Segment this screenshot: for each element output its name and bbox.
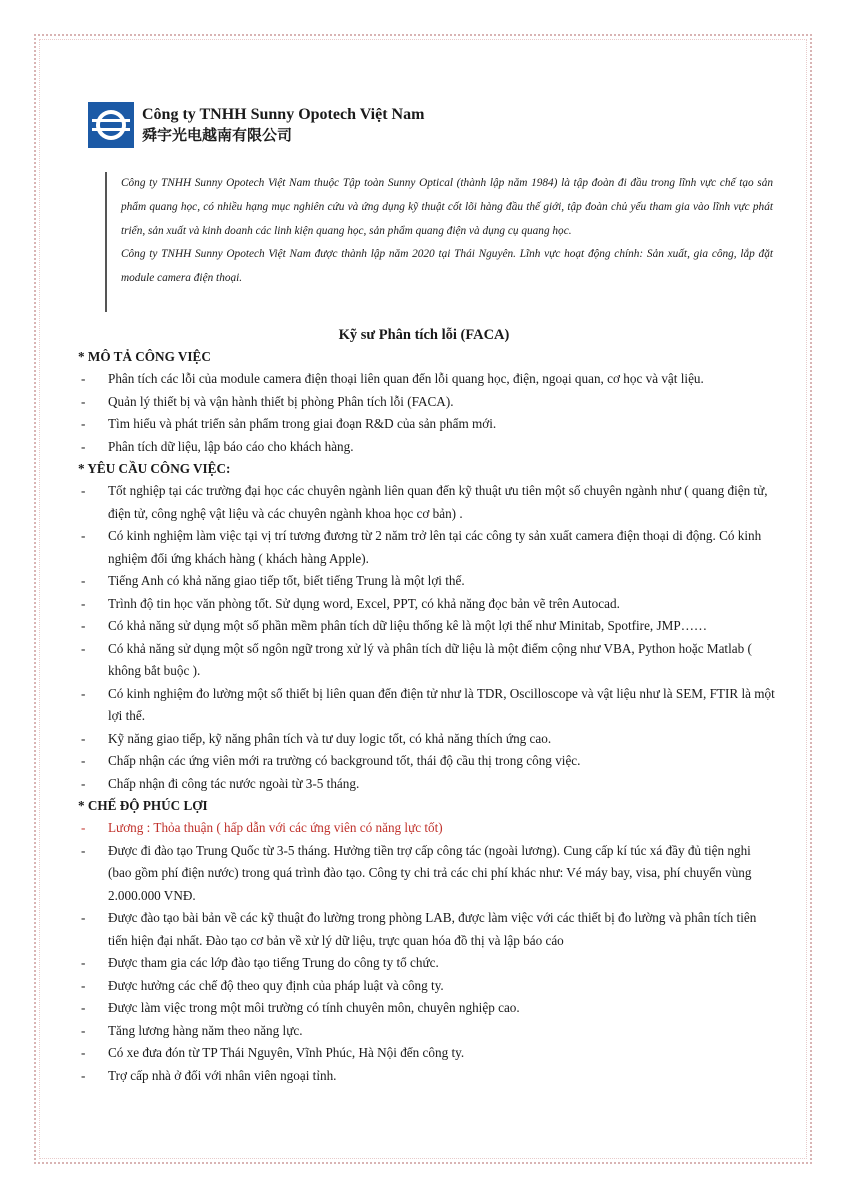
- list-item: - Được làm việc trong một môi trường có tính chuyên môn, chuyên nghiệp cao.: [78, 997, 775, 1020]
- list-item: - Trợ cấp nhà ở đối với nhân viên ngoại tỉnh.: [78, 1065, 775, 1088]
- section-title: * CHẾ ĐỘ PHÚC LỢI: [78, 798, 208, 813]
- list-item: - Được đi đào tạo Trung Quốc từ 3-5 tháng. Hưởng tiền trợ cấp công tác (ngoài lương). Cung cấp kí túc xá đầy đủ tiện nghi (bao gồm phí điện nước) trong quá trình đào tạo. Công ty chi trả các chi phí khác như: Vé máy bay, visa, phí chuyển vùng 2.000.000 VNĐ.: [78, 840, 775, 908]
- list-item: - Quản lý thiết bị và vận hành thiết bị phòng Phân tích lỗi (FACA).: [78, 391, 775, 414]
- company-header: [88, 102, 424, 148]
- list-item: - Chấp nhận các ứng viên mới ra trường có background tốt, thái độ cầu thị trong công việc.: [78, 750, 775, 773]
- list-item: - Có khả năng sử dụng một số phần mềm phân tích dữ liệu thống kê là một lợi thế như Minitab, Spotfire, JMP……: [78, 615, 775, 638]
- list-item: - Kỹ năng giao tiếp, kỹ năng phân tích và tư duy logic tốt, có khả năng thích ứng cao.: [78, 728, 775, 751]
- list-item: - Tốt nghiệp tại các trường đại học các chuyên ngành liên quan đến kỹ thuật ưu tiên một số chuyên ngành như ( quang điện tử, điện tử, công nghệ vật liệu và các chuyên ngành khoa học cơ bản) .: [78, 480, 775, 525]
- company-name-chinese: 舜宇光电越南有限公司: [142, 126, 293, 144]
- intro-paragraph: Công ty TNHH Sunny Opotech Việt Nam thuộc Tập toàn Sunny Optical (thành lập năm 1984) là tập đoàn đi đầu trong lĩnh vực chế tạo sản phẩm quang học, có nhiều hạng mục nghiên cứu và ứng dụng kỹ thuật cốt lõi hàng đầu thế giới, tập đoàn chủ yếu tham gia vào lĩnh vực phát triển, sản xuất và kinh doanh các linh kiện quang học, sản phẩm quang điện và dụng cụ quang học.: [121, 177, 773, 237]
- list-item: - Được tham gia các lớp đào tạo tiếng Trung do công ty tổ chức.: [78, 952, 775, 975]
- job-title: Kỹ sư Phân tích lỗi (FACA): [338, 327, 510, 343]
- intro-paragraph: Công ty TNHH Sunny Opotech Việt Nam được thành lập năm 2020 tại Thái Nguyên. Lĩnh vực hoạt động chính: Sản xuất, gia công, lắp đặt module camera điện thoại.: [121, 248, 773, 285]
- section-title: * YÊU CẦU CÔNG VIỆC:: [78, 461, 231, 476]
- list-item: - Được đào tạo bài bản về các kỹ thuật đo lường trong phòng LAB, được làm việc với các thiết bị đo lường và phân tích tiên tiến hiện đại nhất. Đào tạo cơ bản về xử lý dữ liệu, trực quan hóa đồ thị và lập báo cáo: [78, 907, 775, 952]
- list-item: - Chấp nhận đi công tác nước ngoài từ 3-5 tháng.: [78, 773, 775, 796]
- section-title: * MÔ TẢ CÔNG VIỆC: [78, 349, 211, 364]
- salary-highlight: - Lương : Thỏa thuận ( hấp dẫn với các ứng viên có năng lực tốt): [78, 817, 775, 840]
- list-item: - Phân tích dữ liệu, lập báo cáo cho khách hàng.: [78, 436, 775, 459]
- job-duties-list: [78, 368, 775, 458]
- list-item: - Được hưởng các chế độ theo quy định của pháp luật và công ty.: [78, 975, 775, 998]
- list-item: - Có kinh nghiệm làm việc tại vị trí tương đương từ 2 năm trở lên tại các công ty sản xuất camera điện thoại di động. Có kinh nghiệm đối ứng khách hàng ( khách hàng Apple).: [78, 525, 775, 570]
- company-intro: [105, 172, 773, 312]
- requirements-list: [78, 480, 775, 795]
- list-item: - Có xe đưa đón từ TP Thái Nguyên, Vĩnh Phúc, Hà Nội đến công ty.: [78, 1042, 775, 1065]
- sunny-logo-icon: [88, 102, 134, 148]
- list-item: - Tìm hiểu và phát triển sản phẩm trong giai đoạn R&D của sản phẩm mới.: [78, 413, 775, 436]
- job-description: [78, 346, 775, 1087]
- list-item: - Tăng lương hàng năm theo năng lực.: [78, 1020, 775, 1043]
- company-name: Công ty TNHH Sunny Opotech Việt Nam: [142, 106, 425, 123]
- benefits-list: [78, 817, 775, 1087]
- list-item: - Phân tích các lỗi của module camera điện thoại liên quan đến lỗi quang học, điện, ngoại quan, cơ học và vật liệu.: [78, 368, 775, 391]
- list-item: - Tiếng Anh có khả năng giao tiếp tốt, biết tiếng Trung là một lợi thế.: [78, 570, 775, 593]
- list-item: - Có khả năng sử dụng một số ngôn ngữ trong xử lý và phân tích dữ liệu là một điểm cộng như VBA, Python hoặc Matlab ( không bắt buộc ).: [78, 638, 775, 683]
- list-item: - Có kinh nghiệm đo lường một số thiết bị liên quan đến điện tử như là TDR, Oscilloscope và vật liệu như là SEM, FTIR là một lợi thế.: [78, 683, 775, 728]
- list-item: - Trình độ tin học văn phòng tốt. Sử dụng word, Excel, PPT, có khả năng đọc bản vẽ trên Autocad.: [78, 593, 775, 616]
